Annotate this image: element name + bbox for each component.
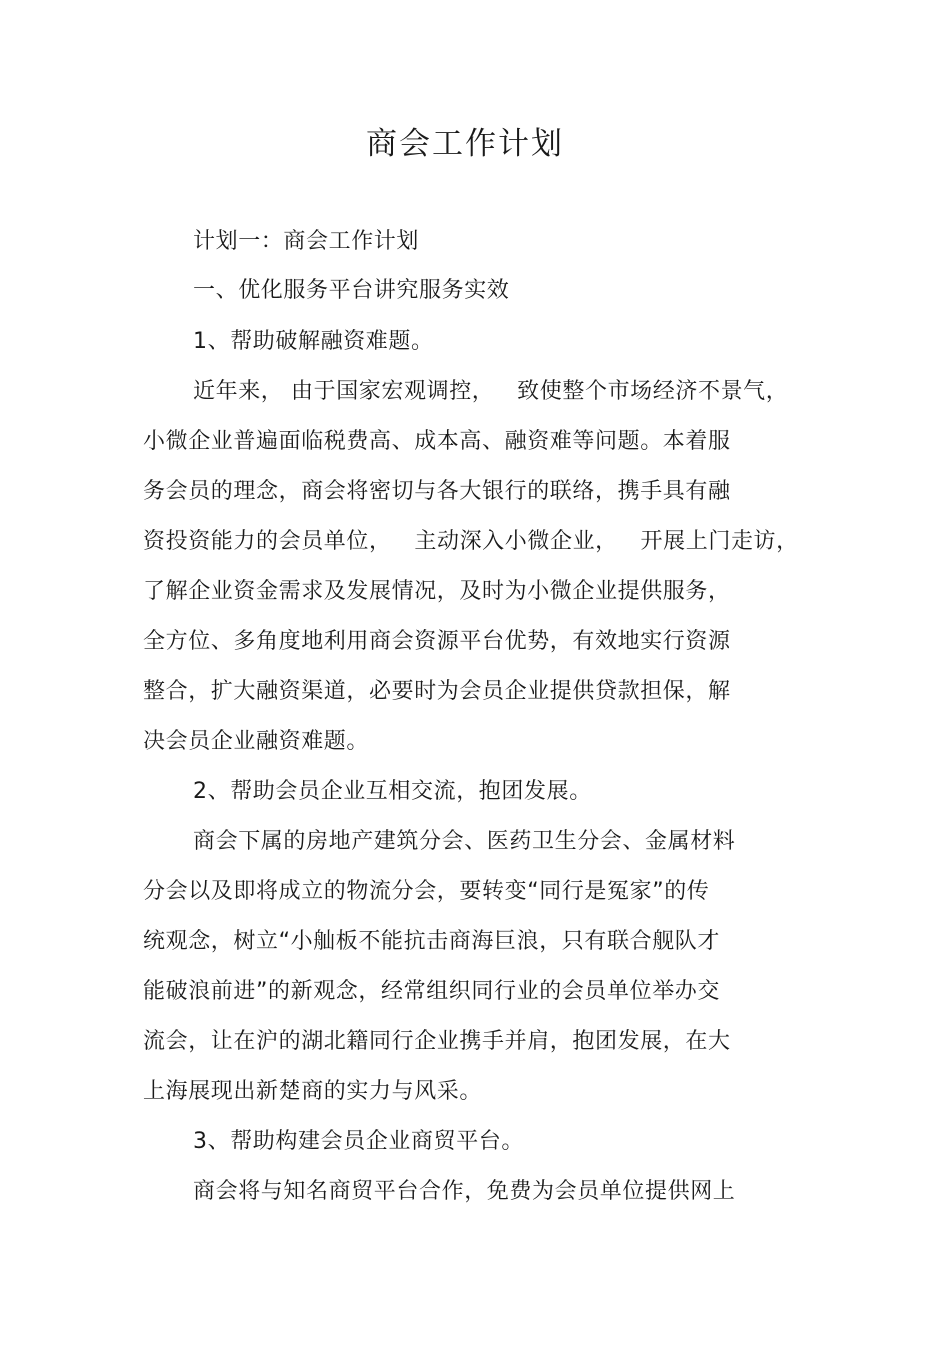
subsection-heading: 2、帮助会员企业互相交流，抱团发展。	[193, 779, 592, 804]
paragraph-line: 了解企业资金需求及发展情况，及时为小微企业提供服务，	[143, 579, 731, 604]
paragraph-line: 能破浪前进”的新观念，经常组织同行业的会员单位举办交	[143, 979, 720, 1004]
paragraph-line: 务会员的理念，商会将密切与各大银行的联络，携手具有融	[143, 479, 731, 504]
paragraph-line: 统观念，树立“小舢板不能抗击商海巨浪，只有联合舰队才	[143, 929, 720, 954]
document-title: 商会工作计划	[366, 126, 564, 162]
paragraph-line: 整合，扩大融资渠道，必要时为会员企业提供贷款担保，解	[143, 679, 731, 704]
paragraph-line: 分会以及即将成立的物流分会，要转变“同行是冤家”的传	[143, 879, 710, 904]
paragraph-line: 小微企业普遍面临税费高、成本高、融资难等问题。本着服	[143, 429, 731, 454]
paragraph-line: 商会将与知名商贸平台合作，免费为会员单位提供网上	[193, 1179, 736, 1204]
paragraph-line: 商会下属的房地产建筑分会、医药卫生分会、金属材料	[193, 829, 736, 854]
subsection-heading: 3、帮助构建会员企业商贸平台。	[193, 1129, 524, 1154]
subsection-heading: 1、帮助破解融资难题。	[193, 329, 434, 354]
paragraph-line: 近年来， 由于国家宏观调控， 致使整个市场经济不景气，	[193, 379, 789, 404]
paragraph-line: 流会，让在沪的湖北籍同行企业携手并肩，抱团发展，在大	[143, 1029, 731, 1054]
paragraph-line: 资投资能力的会员单位， 主动深入小微企业， 开展上门走访，	[143, 529, 799, 554]
paragraph-line: 全方位、多角度地利用商会资源平台优势，有效地实行资源	[143, 629, 731, 654]
section-heading: 一、优化服务平台讲究服务实效	[193, 278, 510, 303]
paragraph-line: 上海展现出新楚商的实力与风采。	[143, 1079, 483, 1104]
plan-heading: 计划一：商会工作计划	[193, 229, 420, 254]
paragraph-line: 决会员企业融资难题。	[143, 729, 370, 754]
